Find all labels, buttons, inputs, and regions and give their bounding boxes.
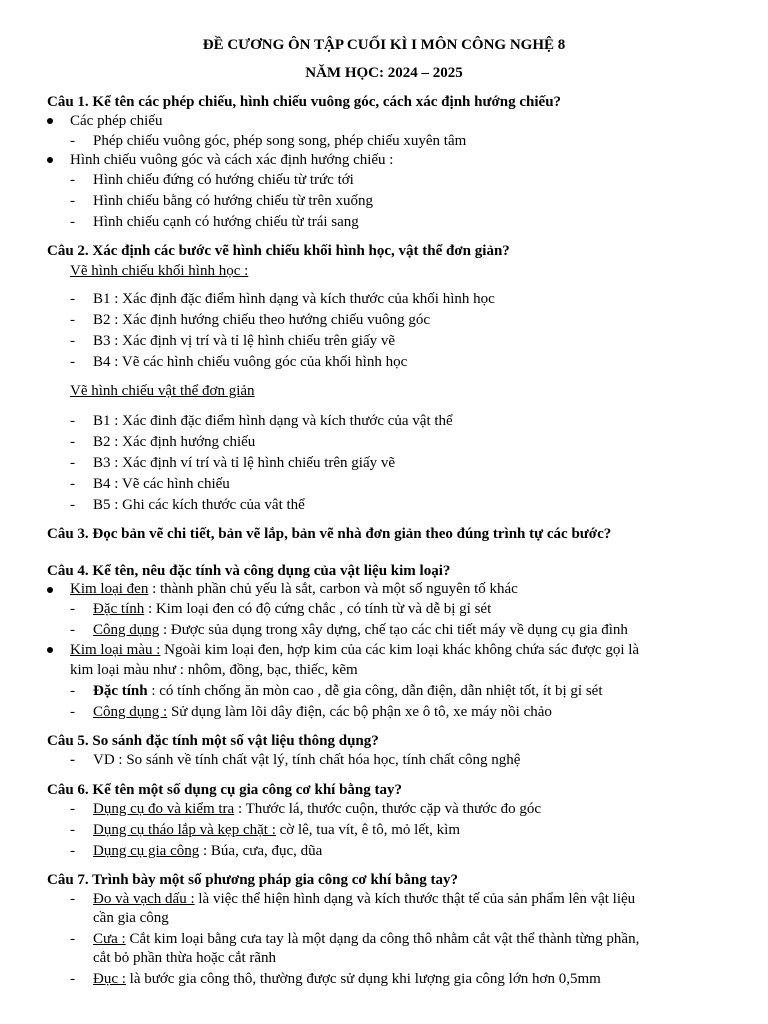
- q5-heading: Câu 5. So sánh đặc tính một số vật liệu thông dụng?: [47, 733, 379, 749]
- q1-item: Hình chiếu cạnh có hướng chiếu từ trái sang: [93, 214, 359, 230]
- dash-marker: -: [70, 434, 75, 450]
- q6-item: Dụng cụ gia công : Búa, cưa, đục, dũa: [93, 843, 323, 859]
- dash-marker: -: [70, 133, 75, 149]
- dash-marker: -: [70, 497, 75, 513]
- q1-bullet-1: Các phép chiếu: [70, 113, 163, 129]
- q1-bullet-2: Hình chiếu vuông góc và cách xác định hướng chiếu :: [70, 152, 394, 168]
- dash-marker: -: [70, 312, 75, 328]
- dash-marker: -: [70, 822, 75, 838]
- dash-marker: -: [70, 476, 75, 492]
- dash-marker: -: [70, 455, 75, 471]
- dash-marker: -: [70, 291, 75, 307]
- dash-marker: -: [70, 354, 75, 370]
- q2-step: B5 : Ghi các kích thước của vât thể: [93, 497, 305, 513]
- dash-marker: -: [70, 683, 75, 699]
- q6-item: Dụng cụ đo và kiểm tra : Thước lá, thước cuộn, thước cặp và thước đo góc: [93, 801, 542, 817]
- q7-item: Cưa : Cắt kim loại bằng cưa tay là một dạng da công thô nhằm cắt vật thể thành từng phần,: [93, 931, 640, 947]
- dash-marker: -: [70, 891, 75, 907]
- q7-item-cont: cắt bỏ phần thừa hoặc cắt rãnh: [93, 950, 277, 966]
- dash-marker: -: [70, 971, 75, 987]
- q6-item: Dụng cụ tháo lắp và kẹp chặt : cờ lê, tua vít, ê tô, mỏ lết, kìm: [93, 822, 461, 838]
- q2-step: B3 : Xác định ví trí và tỉ lệ hình chiếu trên giấy vẽ: [93, 455, 396, 471]
- q1-item: Phép chiếu vuông góc, phép song song, phép chiếu xuyên tâm: [93, 133, 467, 149]
- dash-marker: -: [70, 622, 75, 638]
- q2-step: B2 : Xác định hướng chiếu: [93, 434, 256, 450]
- q2-subheading-2: Vẽ hình chiếu vật thể đơn giản: [70, 383, 255, 399]
- q4-item: Đặc tính : có tính chống ăn mòn cao , dễ gia công, dẫn điện, dẫn nhiệt tốt, ít bị gỉ sét: [93, 683, 603, 699]
- q3-heading: Câu 3. Đọc bản vẽ chi tiết, bản vẽ lắp, bản vẽ nhà đơn giản theo đúng trình tự các bước?: [47, 526, 612, 542]
- dash-marker: -: [70, 801, 75, 817]
- bullet-icon: [47, 587, 53, 593]
- q7-item: Đo và vạch dấu : là việc thể hiện hình dạng và kích thước thật tế của sản phẩm lên vật liệu: [93, 891, 636, 907]
- dash-marker: -: [70, 333, 75, 349]
- dash-marker: -: [70, 214, 75, 230]
- q2-step: B1 : Xác định đặc điểm hình dạng và kích thước của khối hình học: [93, 291, 495, 307]
- q2-step: B1 : Xác đinh đặc điểm hình dạng và kích thước của vật thể: [93, 413, 453, 429]
- q4-heading: Câu 4. Kể tên, nêu đặc tính và công dụng của vật liệu kim loại?: [47, 563, 451, 579]
- dash-marker: -: [70, 843, 75, 859]
- q6-heading: Câu 6. Kể tên một số dụng cụ gia công cơ khí bằng tay?: [47, 782, 403, 798]
- q4-bullet-1: Kim loại đen : thành phần chủ yếu là sắt, carbon và một số nguyên tố khác: [70, 581, 518, 597]
- document-title: ĐỀ CƯƠNG ÔN TẬP CUỐI KÌ I MÔN CÔNG NGHỆ 8: [202, 37, 566, 53]
- dash-marker: -: [70, 752, 75, 768]
- q4-bullet-2: Kim loại màu : Ngoài kim loại đen, hợp kim của các kim loại khác không chứa sác được gọi là: [70, 642, 640, 658]
- dash-marker: -: [70, 931, 75, 947]
- q1-item: Hình chiếu bằng có hướng chiếu từ trên xuống: [93, 193, 373, 209]
- school-year: NĂM HỌC: 2024 – 2025: [305, 65, 463, 81]
- q4-item: Công dụng : Được sủa dụng trong xây dựng, chế tạo các chi tiết máy về dụng cụ gia đình: [93, 622, 628, 638]
- q1-item: Hình chiếu đứng có hướng chiếu từ trức tới: [93, 172, 354, 188]
- q7-item: Đục : là bước gia công thô, thường được sử dụng khi lượng gia công lớn hơn 0,5mm: [93, 971, 601, 987]
- q7-heading: Câu 7. Trình bày một số phương pháp gia công cơ khí bằng tay?: [47, 872, 458, 888]
- dash-marker: -: [70, 601, 75, 617]
- dash-marker: -: [70, 172, 75, 188]
- q4-bullet-2-cont: kim loại màu như : nhôm, đồng, bạc, thiếc, kẽm: [70, 662, 358, 678]
- q4-item: Đặc tính : Kim loại đen có độ cứng chắc , có tính từ và dễ bị gỉ sét: [93, 601, 492, 617]
- q7-item-cont: cần gia công: [93, 910, 169, 926]
- dash-marker: -: [70, 413, 75, 429]
- q2-step: B4 : Vẽ các hình chiếu vuông góc của khối hình học: [93, 354, 408, 370]
- q2-step: B2 : Xác định hướng chiếu theo hướng chiếu vuông góc: [93, 312, 431, 328]
- q1-heading: Câu 1. Kể tên các phép chiếu, hình chiếu vuông góc, cách xác định hướng chiếu?: [47, 94, 562, 110]
- q2-step: B3 : Xác định vị trí và tỉ lệ hình chiếu trên giấy vẽ: [93, 333, 396, 349]
- q2-subheading-1: Vẽ hình chiếu khối hình học :: [70, 263, 249, 279]
- q2-step: B4 : Vẽ các hình chiếu: [93, 476, 230, 492]
- dash-marker: -: [70, 193, 75, 209]
- q2-heading: Câu 2. Xác định các bước vẽ hình chiếu khối hình học, vật thể đơn giản?: [47, 243, 510, 259]
- q5-item: VD : So sánh về tính chất vật lý, tính chất hóa học, tính chất công nghệ: [93, 752, 521, 768]
- bullet-icon: [47, 118, 53, 124]
- bullet-icon: [47, 647, 53, 653]
- dash-marker: -: [70, 704, 75, 720]
- q4-item: Công dụng : Sử dụng làm lõi dây điện, các bộ phận xe ô tô, xe máy nồi chảo: [93, 704, 552, 720]
- bullet-icon: [47, 157, 53, 163]
